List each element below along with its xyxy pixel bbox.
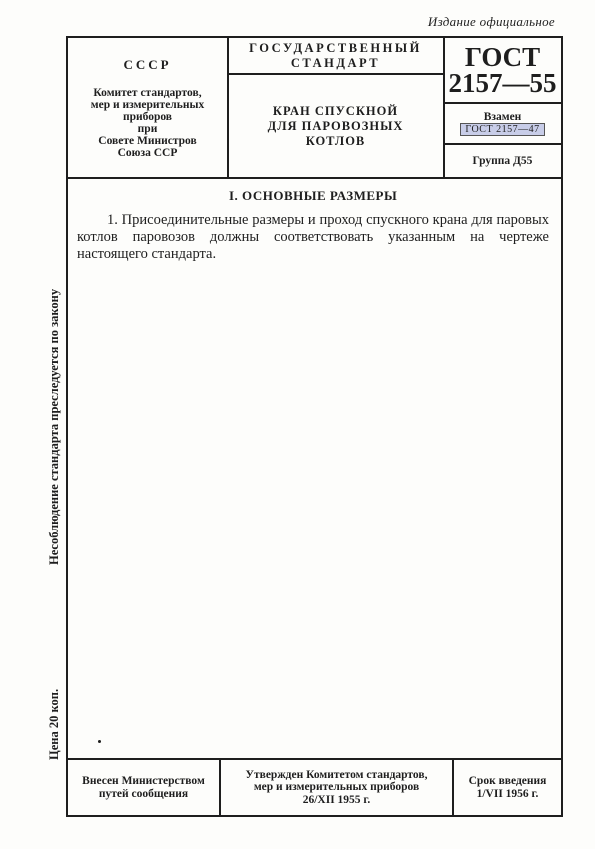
committee-line-4: при [137,122,158,135]
committee-line-1: Комитет стандартов, [93,86,202,99]
gost-number-cell [444,38,561,102]
committee-line-3: приборов [122,110,173,123]
effective-cell [454,760,561,815]
header-divider [68,177,561,179]
edition-label: Издание официальное [427,14,555,29]
approved-line-2: мер и измерительных приборов [253,781,420,794]
title-line-2: ДЛЯ ПАРОВОЗНЫХ [267,118,404,133]
group-label: Группа Д55 [472,155,533,167]
committee-line-5: Совете Министров [98,134,197,147]
document-frame [66,36,563,817]
gost-number: 2157—55 [448,68,557,98]
title-cell [228,75,443,177]
state-standard-line-2: СТАНДАРТ [290,55,381,70]
replaced-cell [444,104,561,143]
submitted-cell [68,760,219,815]
ussr-label: СССР [123,56,172,72]
committee-line-2: мер и измерительных [90,98,205,111]
submitted-line-2: путей сообщения [98,787,189,800]
issuer-cell [68,38,227,177]
approved-cell [221,760,452,815]
approved-line-1: Утвержден Комитетом стандартов, [245,768,428,781]
title-line-1: КРАН СПУСКНОЙ [272,103,399,118]
group-cell [444,145,561,177]
approved-line-3: 26/XII 1955 г. [302,793,371,806]
state-standard-line-1: ГОСУДАРСТВЕННЫЙ [249,40,422,55]
gost-label: ГОСТ [464,42,541,72]
effective-line-1: Срок введения [468,775,547,787]
effective-line-2: 1/VII 1956 г. [476,787,539,800]
title-line-3: КОТЛОВ [305,133,366,148]
paragraph-text: 1. Присоединительные размеры и проход спускного крана для паровых котлов паровозов должны соответствовать указанным на чертеже настоящего стандарта. [77,212,549,262]
stray-mark [98,740,101,743]
replaced-label: Взамен [483,111,522,123]
side-notice: Несоблюдение стандарта преследуется по закону [47,288,61,565]
submitted-line-1: Внесен Министерством [82,775,205,787]
state-standard-cell [228,38,443,73]
side-price: Цена 20 коп. [47,688,61,760]
replaced-value: ГОСТ 2157—47 [460,123,544,136]
paragraph [77,212,549,263]
section-title: I. ОСНОВНЫЕ РАЗМЕРЫ [229,188,398,203]
committee-line-6: Союза ССР [117,146,178,159]
